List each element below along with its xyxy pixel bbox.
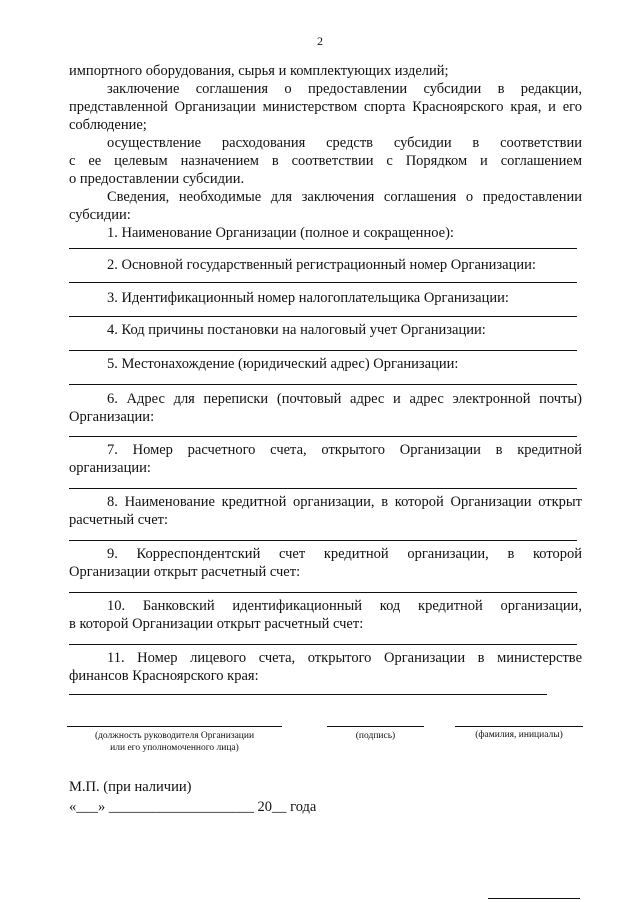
- footer-line: [488, 898, 580, 899]
- paragraph-line: соблюдение;: [69, 117, 147, 133]
- item-2-fill-line: [69, 282, 577, 283]
- item-8-label-cont: расчетный счет:: [69, 512, 169, 528]
- position-caption-cont: или его уполномоченного лица): [110, 743, 239, 753]
- stamp-label: М.П. (при наличии): [69, 779, 192, 795]
- name-caption: (фамилия, инициалы): [475, 730, 563, 740]
- item-11-label: 11. Номер лицевого счета, открытого Организации в министерстве: [107, 650, 582, 666]
- item-5-fill-line: [69, 384, 577, 385]
- item-9-label: 9. Корреспондентский счет кредитной организации, в которой: [107, 546, 582, 562]
- item-4-fill-line: [69, 350, 577, 351]
- item-10-label: 10. Банковский идентификационный код кредитной организации,: [107, 598, 582, 614]
- item-3-label: 3. Идентификационный номер налогоплательщика Организации:: [107, 290, 509, 306]
- paragraph-line: заключение соглашения о предоставлении субсидии в редакции,: [107, 81, 582, 97]
- position-caption: (должность руководителя Организации: [94, 731, 255, 741]
- paragraph-line: субсидии:: [69, 207, 131, 223]
- item-10-fill-line: [69, 644, 577, 645]
- item-2-label: 2. Основной государственный регистрационный номер Организации:: [107, 257, 536, 273]
- paragraph-line: импортного оборудования, сырья и комплектующих изделий;: [69, 63, 449, 79]
- name-line: [455, 726, 583, 727]
- signature-caption: (подпись): [355, 731, 396, 741]
- paragraph-line: с ее целевым назначением в соответствии с Порядком и соглашением: [69, 153, 582, 169]
- item-6-label: 6. Адрес для переписки (почтовый адрес и адрес электронной почты): [107, 391, 582, 407]
- item-8-label: 8. Наименование кредитной организации, в которой Организации открыт: [107, 494, 582, 510]
- signature-line: [327, 726, 424, 727]
- item-1-label: 1. Наименование Организации (полное и сокращенное):: [107, 225, 454, 241]
- item-11-fill-line: [69, 694, 547, 695]
- item-6-fill-line: [69, 436, 577, 437]
- item-9-label-cont: Организации открыт расчетный счет:: [69, 564, 301, 580]
- item-9-fill-line: [69, 592, 577, 593]
- item-11-label-cont: финансов Красноярского края:: [69, 668, 259, 684]
- item-7-fill-line: [69, 488, 577, 489]
- item-7-label-cont: организации:: [69, 460, 151, 476]
- item-1-fill-line: [69, 248, 577, 249]
- paragraph-line: осуществление расходования средств субсидии в соответствии: [107, 135, 582, 151]
- paragraph-line: представленной Организации министерством спорта Красноярского края, и его: [69, 99, 582, 115]
- item-3-fill-line: [69, 316, 577, 317]
- item-10-label-cont: в которой Организации открыт расчетный счет:: [69, 616, 364, 632]
- paragraph-line: Сведения, необходимые для заключения соглашения о предоставлении: [107, 189, 582, 205]
- item-5-label: 5. Местонахождение (юридический адрес) Организации:: [107, 356, 459, 372]
- item-4-label: 4. Код причины постановки на налоговый учет Организации:: [107, 322, 486, 338]
- item-7-label: 7. Номер расчетного счета, открытого Организации в кредитной: [107, 442, 582, 458]
- position-line: [67, 726, 282, 727]
- item-8-fill-line: [69, 540, 577, 541]
- item-6-label-cont: Организации:: [69, 409, 155, 425]
- date-line: «___» ____________________ 20__ года: [69, 799, 317, 815]
- paragraph-line: о предоставлении субсидии.: [69, 171, 245, 187]
- page-number: 2: [317, 34, 323, 48]
